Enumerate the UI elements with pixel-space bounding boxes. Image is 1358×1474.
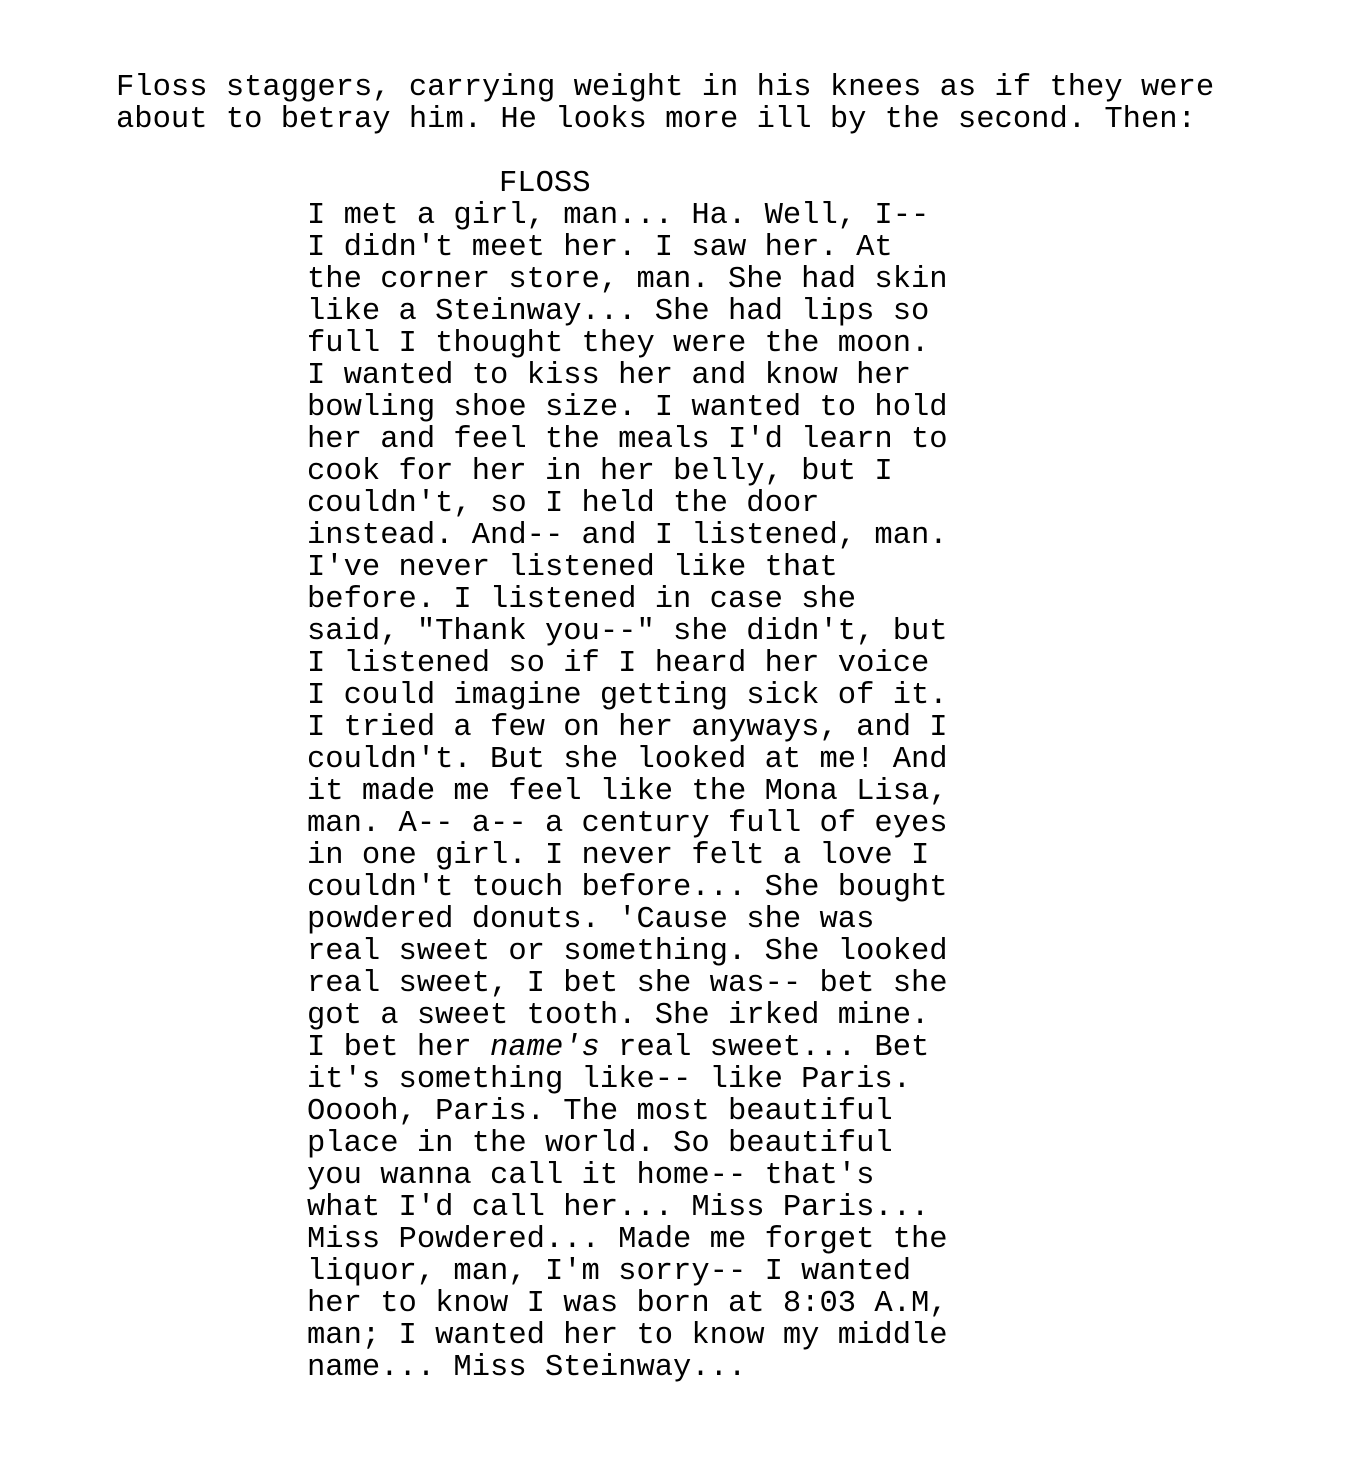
dialogue-line: it's something like-- like Paris. <box>307 1063 911 1097</box>
dialogue-line: Miss Powdered... Made me forget the <box>307 1223 948 1257</box>
dialogue-text: I bet her <box>307 1031 491 1065</box>
dialogue-line: her to know I was born at 8:03 A.M, <box>307 1287 948 1321</box>
dialogue-line: real sweet or something. She looked <box>307 935 948 969</box>
dialogue-line: got a sweet tooth. She irked mine. <box>307 999 930 1033</box>
italic-emphasis: name's <box>490 1031 600 1065</box>
character-name: FLOSS <box>499 167 591 201</box>
dialogue-line: name... Miss Steinway... <box>307 1351 747 1385</box>
dialogue-line: in one girl. I never felt a love I <box>307 839 930 873</box>
dialogue-line: I didn't meet her. I saw her. At <box>307 231 893 265</box>
character-cue <box>499 168 591 200</box>
dialogue-line: place in the world. So beautiful <box>307 1127 893 1161</box>
dialogue-line: I wanted to kiss her and know her <box>307 359 911 393</box>
dialogue-line: the corner store, man. She had skin <box>307 263 948 297</box>
dialogue-line: I met a girl, man... Ha. Well, I-- <box>307 199 930 233</box>
dialogue-line: full I thought they were the moon. <box>307 327 930 361</box>
dialogue-line: couldn't, so I held the door <box>307 487 820 521</box>
dialogue-line: it made me feel like the Mona Lisa, <box>307 775 948 809</box>
dialogue-line: what I'd call her... Miss Paris... <box>307 1191 930 1225</box>
dialogue-line: man. A-- a-- a century full of eyes <box>307 807 948 841</box>
dialogue-line: couldn't touch before... She bought <box>307 871 948 905</box>
dialogue-line: I could imagine getting sick of it. <box>307 679 948 713</box>
action-line: Floss staggers, carrying weight in his knees as if they were <box>116 71 1215 105</box>
dialogue-line: I listened so if I heard her voice <box>307 647 930 681</box>
dialogue-line <box>307 1032 948 1064</box>
dialogue-line: I've never listened like that <box>307 551 838 585</box>
dialogue-line: man; I wanted her to know my middle <box>307 1319 948 1353</box>
dialogue-line: powdered donuts. 'Cause she was <box>307 903 875 937</box>
dialogue-line: before. I listened in case she <box>307 583 857 617</box>
dialogue-line: her and feel the meals I'd learn to <box>307 423 948 457</box>
dialogue-line: said, "Thank you--" she didn't, but <box>307 615 948 649</box>
dialogue-line: bowling shoe size. I wanted to hold <box>307 391 948 425</box>
dialogue-block <box>307 200 948 1384</box>
dialogue-line: instead. And-- and I listened, man. <box>307 519 948 553</box>
dialogue-line: Ooooh, Paris. The most beautiful <box>307 1095 893 1129</box>
dialogue-line: real sweet, I bet she was-- bet she <box>307 967 948 1001</box>
dialogue-text: real sweet... Bet <box>599 1031 930 1065</box>
dialogue-line: I tried a few on her anyways, and I <box>307 711 948 745</box>
dialogue-line: you wanna call it home-- that's <box>307 1159 875 1193</box>
action-block <box>116 72 1214 136</box>
dialogue-line: cook for her in her belly, but I <box>307 455 893 489</box>
dialogue-line: liquor, man, I'm sorry-- I wanted <box>307 1255 911 1289</box>
dialogue-line: couldn't. But she looked at me! And <box>307 743 948 777</box>
action-line: about to betray him. He looks more ill by the second. Then: <box>116 103 1196 137</box>
dialogue-line: like a Steinway... She had lips so <box>307 295 930 329</box>
